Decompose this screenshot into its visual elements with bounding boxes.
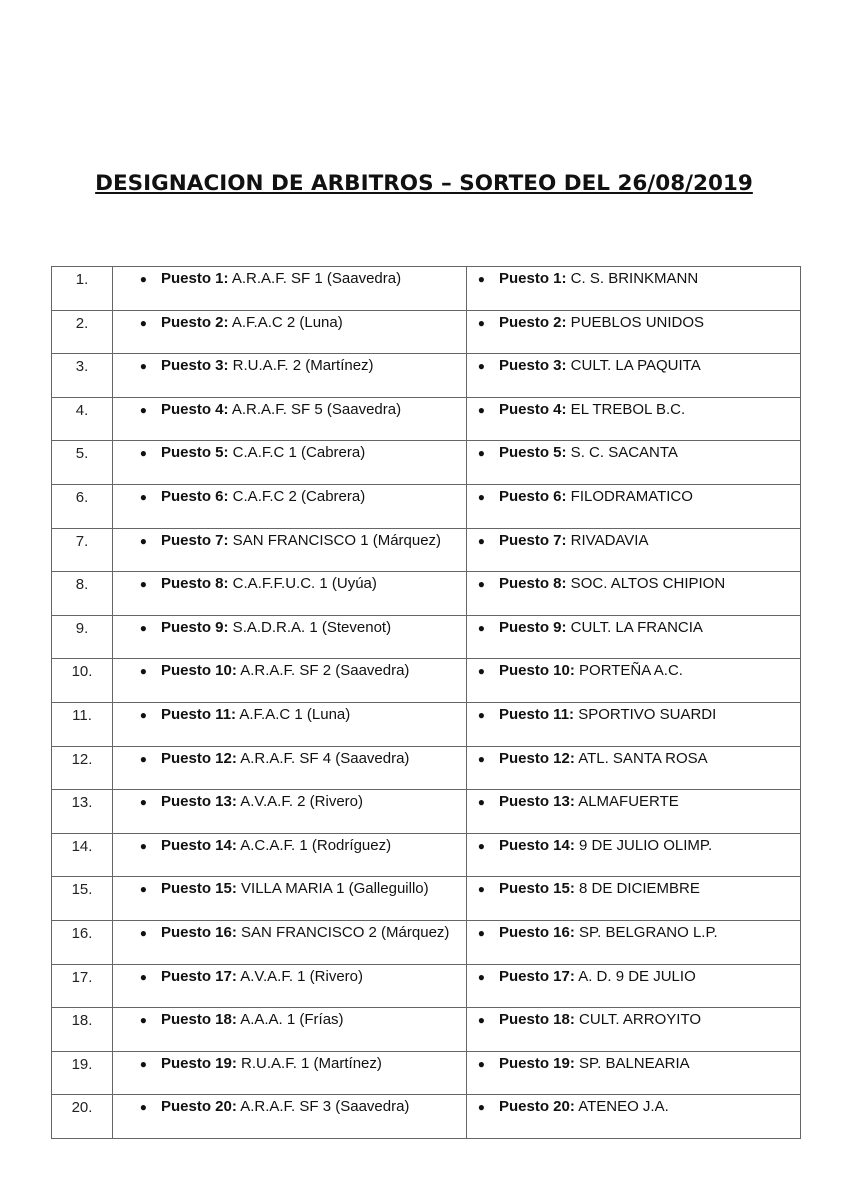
referee-cell xyxy=(113,659,467,703)
referee-cell xyxy=(113,702,467,746)
table-row xyxy=(52,572,801,616)
row-number: 5. xyxy=(52,441,113,485)
club-value: ALMAFUERTE xyxy=(574,793,679,811)
referee-label: Puesto 14: xyxy=(161,836,237,854)
referee-label: Puesto 15: xyxy=(161,880,237,898)
row-number: 18. xyxy=(52,1008,113,1052)
referee-value: A.C.A.F. 1 (Rodríguez) xyxy=(236,836,392,854)
club-label: Puesto 20: xyxy=(499,1098,575,1116)
club-cell xyxy=(467,1008,801,1052)
bullet-icon: ● xyxy=(139,272,147,286)
referee-cell xyxy=(113,528,467,572)
table-row xyxy=(52,397,801,441)
club-value: CULT. LA PAQUITA xyxy=(566,357,701,375)
table-row xyxy=(52,1095,801,1139)
table-row xyxy=(52,354,801,398)
referee-label: Puesto 11: xyxy=(161,705,237,723)
referee-cell xyxy=(113,572,467,616)
referee-label: Puesto 5: xyxy=(161,444,229,462)
club-label: Puesto 14: xyxy=(499,836,575,854)
referee-label: Puesto 18: xyxy=(161,1011,237,1029)
club-value: CULT. ARROYITO xyxy=(574,1011,701,1029)
referee-value: A.R.A.F. SF 4 (Saavedra) xyxy=(236,749,410,767)
club-cell xyxy=(467,397,801,441)
club-label: Puesto 3: xyxy=(499,357,567,375)
bullet-icon: ● xyxy=(139,969,147,984)
table-row xyxy=(52,877,801,921)
bullet-icon: ● xyxy=(139,751,147,766)
club-value: PORTEÑA A.C. xyxy=(574,662,683,680)
referee-cell xyxy=(113,877,467,921)
referee-cell xyxy=(113,790,467,834)
referee-value: C.A.F.C 1 (Cabrera) xyxy=(228,444,366,462)
bullet-icon: ● xyxy=(477,620,485,635)
club-value: CULT. LA FRANCIA xyxy=(566,618,703,636)
club-cell xyxy=(467,1051,801,1095)
row-number: 3. xyxy=(52,354,113,398)
table-row xyxy=(52,1051,801,1095)
referee-label: Puesto 8: xyxy=(161,575,229,593)
referee-value: A.R.A.F. SF 3 (Saavedra) xyxy=(236,1098,410,1116)
referee-label: Puesto 4: xyxy=(161,400,229,418)
row-number: 15. xyxy=(52,877,113,921)
bullet-icon: ● xyxy=(477,533,485,548)
referee-label: Puesto 1: xyxy=(161,270,229,287)
bullet-icon: ● xyxy=(477,969,485,984)
club-value: RIVADAVIA xyxy=(566,531,649,549)
table-row xyxy=(52,615,801,659)
bullet-icon: ● xyxy=(139,925,147,940)
club-label: Puesto 18: xyxy=(499,1011,575,1029)
referee-cell xyxy=(113,1008,467,1052)
club-value: SOC. ALTOS CHIPION xyxy=(566,575,726,593)
referee-value: SAN FRANCISCO 1 (Márquez) xyxy=(228,531,442,549)
row-number: 12. xyxy=(52,746,113,790)
bullet-icon: ● xyxy=(139,577,147,592)
club-value: SP. BALNEARIA xyxy=(574,1054,690,1072)
referee-value: A.A.A. 1 (Frías) xyxy=(236,1011,344,1029)
club-value: A. D. 9 DE JULIO xyxy=(574,967,696,985)
bullet-icon: ● xyxy=(139,402,147,417)
bullet-icon: ● xyxy=(477,838,485,853)
bullet-icon: ● xyxy=(139,664,147,679)
club-cell xyxy=(467,615,801,659)
referee-value: SAN FRANCISCO 2 (Márquez) xyxy=(236,923,450,941)
row-number: 1. xyxy=(52,267,113,311)
club-cell xyxy=(467,964,801,1008)
table-row xyxy=(52,833,801,877)
bullet-icon: ● xyxy=(477,272,485,286)
club-label: Puesto 13: xyxy=(499,793,575,811)
referee-value: S.A.D.R.A. 1 (Stevenot) xyxy=(228,618,392,636)
bullet-icon: ● xyxy=(477,882,485,897)
bullet-icon: ● xyxy=(477,751,485,766)
club-label: Puesto 6: xyxy=(499,487,567,505)
bullet-icon: ● xyxy=(477,489,485,504)
club-cell xyxy=(467,659,801,703)
row-number: 2. xyxy=(52,310,113,354)
club-label: Puesto 10: xyxy=(499,662,575,680)
referee-value: A.V.A.F. 2 (Rivero) xyxy=(236,793,364,811)
club-value: SPORTIVO SUARDI xyxy=(574,705,717,723)
club-label: Puesto 17: xyxy=(499,967,575,985)
referee-value: C.A.F.C 2 (Cabrera) xyxy=(228,487,366,505)
referee-cell xyxy=(113,267,467,311)
referee-cell xyxy=(113,397,467,441)
referee-label: Puesto 16: xyxy=(161,923,237,941)
referee-cell xyxy=(113,1051,467,1095)
club-value: 8 DE DICIEMBRE xyxy=(574,880,700,898)
row-number: 20. xyxy=(52,1095,113,1139)
bullet-icon: ● xyxy=(477,577,485,592)
table-row xyxy=(52,310,801,354)
bullet-icon: ● xyxy=(139,533,147,548)
bullet-icon: ● xyxy=(139,1056,147,1071)
referee-cell xyxy=(113,1095,467,1139)
referee-cell xyxy=(113,484,467,528)
bullet-icon: ● xyxy=(139,489,147,504)
bullet-icon: ● xyxy=(477,402,485,417)
row-number: 6. xyxy=(52,484,113,528)
club-label: Puesto 8: xyxy=(499,575,567,593)
referee-cell xyxy=(113,354,467,398)
bullet-icon: ● xyxy=(477,315,485,330)
bullet-icon: ● xyxy=(139,359,147,374)
club-label: Puesto 16: xyxy=(499,923,575,941)
club-cell xyxy=(467,746,801,790)
referee-cell xyxy=(113,310,467,354)
club-cell xyxy=(467,267,801,311)
bullet-icon: ● xyxy=(477,359,485,374)
club-value: SP. BELGRANO L.P. xyxy=(574,923,718,941)
bullet-icon: ● xyxy=(139,838,147,853)
referee-label: Puesto 19: xyxy=(161,1054,237,1072)
referee-label: Puesto 2: xyxy=(161,313,229,331)
row-number: 16. xyxy=(52,920,113,964)
table-row xyxy=(52,1008,801,1052)
table-row xyxy=(52,267,801,311)
table-row xyxy=(52,790,801,834)
bullet-icon: ● xyxy=(477,925,485,940)
designation-table-body xyxy=(52,267,801,1139)
club-cell xyxy=(467,441,801,485)
referee-value: R.U.A.F. 2 (Martínez) xyxy=(228,357,374,375)
referee-label: Puesto 9: xyxy=(161,618,229,636)
referee-cell xyxy=(113,746,467,790)
referee-label: Puesto 7: xyxy=(161,531,229,549)
bullet-icon: ● xyxy=(139,620,147,635)
club-label: Puesto 19: xyxy=(499,1054,575,1072)
club-label: Puesto 2: xyxy=(499,313,567,331)
club-cell xyxy=(467,354,801,398)
row-number: 7. xyxy=(52,528,113,572)
referee-label: Puesto 13: xyxy=(161,793,237,811)
referee-value: VILLA MARIA 1 (Galleguillo) xyxy=(236,880,429,898)
club-cell xyxy=(467,877,801,921)
bullet-icon: ● xyxy=(139,795,147,810)
table-row xyxy=(52,441,801,485)
club-cell xyxy=(467,484,801,528)
row-number: 8. xyxy=(52,572,113,616)
bullet-icon: ● xyxy=(477,707,485,722)
referee-cell xyxy=(113,615,467,659)
club-cell xyxy=(467,702,801,746)
club-value: S. C. SACANTA xyxy=(566,444,678,462)
referee-label: Puesto 6: xyxy=(161,487,229,505)
club-cell xyxy=(467,1095,801,1139)
row-number: 4. xyxy=(52,397,113,441)
referee-label: Puesto 20: xyxy=(161,1098,237,1116)
table-row xyxy=(52,484,801,528)
referee-value: A.F.A.C 1 (Luna) xyxy=(236,705,351,723)
referee-label: Puesto 10: xyxy=(161,662,237,680)
club-value: ATENEO J.A. xyxy=(574,1098,669,1116)
bullet-icon: ● xyxy=(477,1100,485,1115)
table-row xyxy=(52,964,801,1008)
referee-value: R.U.A.F. 1 (Martínez) xyxy=(236,1054,382,1072)
referee-value: A.V.A.F. 1 (Rivero) xyxy=(236,967,364,985)
referee-cell xyxy=(113,833,467,877)
club-label: Puesto 5: xyxy=(499,444,567,462)
referee-cell xyxy=(113,441,467,485)
club-label: Puesto 7: xyxy=(499,531,567,549)
bullet-icon: ● xyxy=(477,795,485,810)
row-number: 17. xyxy=(52,964,113,1008)
referee-value: A.R.A.F. SF 5 (Saavedra) xyxy=(228,400,402,418)
row-number: 9. xyxy=(52,615,113,659)
referee-label: Puesto 17: xyxy=(161,967,237,985)
club-value: EL TREBOL B.C. xyxy=(566,400,686,418)
bullet-icon: ● xyxy=(477,1013,485,1028)
club-value: PUEBLOS UNIDOS xyxy=(566,313,705,331)
referee-label: Puesto 12: xyxy=(161,749,237,767)
bullet-icon: ● xyxy=(139,707,147,722)
bullet-icon: ● xyxy=(139,1100,147,1115)
row-number: 11. xyxy=(52,702,113,746)
club-label: Puesto 9: xyxy=(499,618,567,636)
referee-value: C.A.F.F.U.C. 1 (Uyúa) xyxy=(228,575,377,593)
table-row xyxy=(52,920,801,964)
club-label: Puesto 4: xyxy=(499,400,567,418)
bullet-icon: ● xyxy=(139,315,147,330)
club-value: 9 DE JULIO OLIMP. xyxy=(574,836,713,854)
referee-value: A.R.A.F. SF 1 (Saavedra) xyxy=(228,270,402,287)
bullet-icon: ● xyxy=(477,1056,485,1071)
table-row xyxy=(52,702,801,746)
club-cell xyxy=(467,790,801,834)
bullet-icon: ● xyxy=(139,446,147,461)
club-cell xyxy=(467,920,801,964)
page-title: DESIGNACION DE ARBITROS – SORTEO DEL 26/08/2019 xyxy=(95,171,753,196)
referee-value: A.R.A.F. SF 2 (Saavedra) xyxy=(236,662,410,680)
bullet-icon: ● xyxy=(139,882,147,897)
bullet-icon: ● xyxy=(139,1013,147,1028)
referee-cell xyxy=(113,920,467,964)
referee-value: A.F.A.C 2 (Luna) xyxy=(228,313,343,331)
referee-label: Puesto 3: xyxy=(161,357,229,375)
table-row xyxy=(52,659,801,703)
row-number: 19. xyxy=(52,1051,113,1095)
row-number: 14. xyxy=(52,833,113,877)
bullet-icon: ● xyxy=(477,446,485,461)
club-cell xyxy=(467,528,801,572)
club-value: ATL. SANTA ROSA xyxy=(574,749,708,767)
row-number: 10. xyxy=(52,659,113,703)
club-label: Puesto 1: xyxy=(499,270,567,287)
club-cell xyxy=(467,833,801,877)
club-value: FILODRAMATICO xyxy=(566,487,693,505)
club-label: Puesto 12: xyxy=(499,749,575,767)
club-cell xyxy=(467,572,801,616)
table-row xyxy=(52,746,801,790)
table-row xyxy=(52,528,801,572)
designation-table xyxy=(51,266,801,1139)
club-value: C. S. BRINKMANN xyxy=(566,270,699,287)
bullet-icon: ● xyxy=(477,664,485,679)
club-cell xyxy=(467,310,801,354)
referee-cell xyxy=(113,964,467,1008)
row-number: 13. xyxy=(52,790,113,834)
club-label: Puesto 11: xyxy=(499,705,575,723)
club-label: Puesto 15: xyxy=(499,880,575,898)
